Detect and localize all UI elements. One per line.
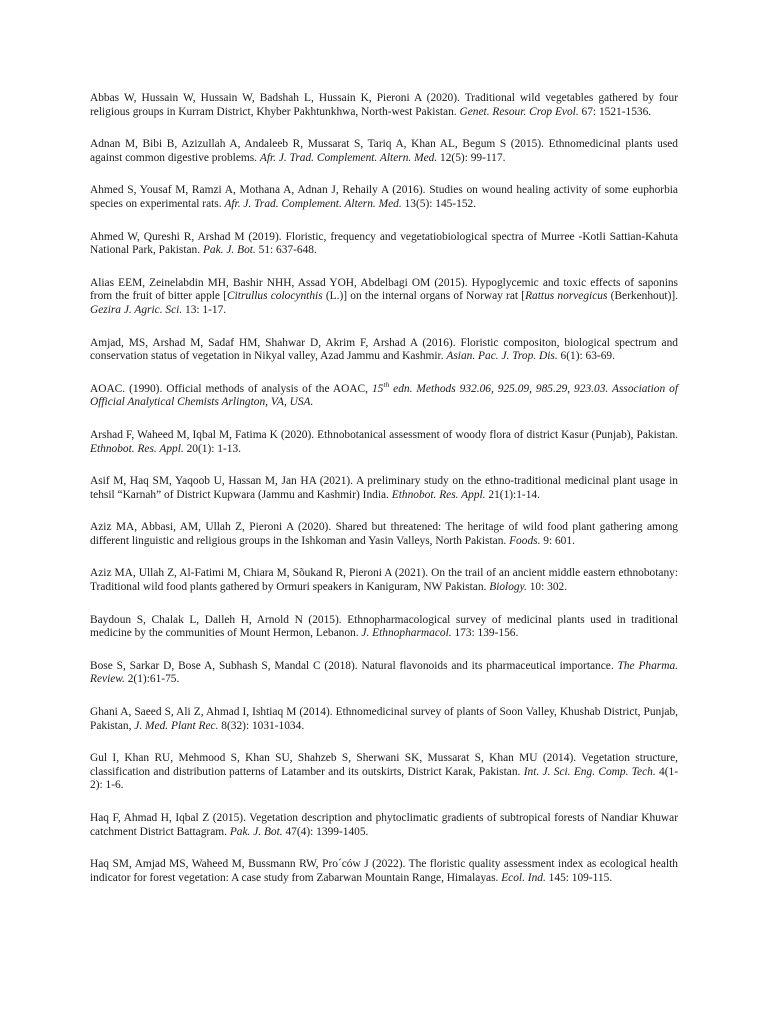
reference-text: 8(32): 1031-1034. [218,719,305,732]
reference-text: 51: 637-648. [255,244,317,257]
reference-entry [90,184,678,211]
reference-italic-text: Ecol. Ind. [501,871,546,884]
reference-text: Bose S, Sarkar D, Bose A, Subhash S, Mandal C (2018). Natural flavonoids and its pharmaceutical importance. [90,659,618,672]
reference-entry [90,429,678,456]
reference-entry [90,475,678,502]
reference-italic-text: Citrullus colocynthis [227,290,323,303]
reference-italic-text: Biology. [489,581,527,594]
reference-list [90,92,678,904]
reference-text: 6(1): 63-69. [557,350,615,363]
reference-italic-text: Rattus norvegicus [525,290,608,303]
reference-text: Aziz MA, Ullah Z, Al-Fatimi M, Chiara M, Sõukand R, Pieroni A (2021). On the trail of an ancient middle eastern ethnobotany: Traditional wild food plants gathered by Ormuri speakers in Kaniguram, NW Pakistan. [90,567,678,594]
reference-text: Haq F, Ahmad H, Iqbal Z (2015). Vegetation description and phytoclimatic gradients of subtropical forests of Nandiar Khuwar catchment District Battagram. [90,812,678,838]
reference-entry [90,752,678,793]
reference-entry [90,379,678,410]
reference-italic-text: J. Med. Plant Rec. [134,719,219,732]
reference-superscript: th [383,379,390,389]
reference-entry [90,92,678,119]
reference-text: Adnan M, Bibi B, Azizullah A, Andaleeb R, Mussarat S, Tariq A, Khan AL, Begum S (2015). Ethnomedicinal plants used against common digestive problems. [90,138,678,164]
reference-entry [90,660,678,687]
reference-text: 2(1):61-75. [124,673,180,686]
reference-text: Asif M, Haq SM, Yaqoob U, Hassan M, Jan HA (2021). A preliminary study on the ethno-traditional medicinal plant usage in tehsil “Karnah” of District Kupwara (Jammu and Kashmir) India. [90,475,678,501]
reference-text: 4(1-2): 1-6. [90,765,679,792]
reference-text: Ahmed W, Qureshi R, Arshad M (2019). Floristic, frequency and vegetatiobiological spectra of Murree -Kotli Sattian-Kahuta National Park, Pakistan. [90,230,678,257]
reference-italic-text: Gezira J. Agric. Sci. [90,303,183,316]
reference-text: 173: 139-156. [451,627,519,640]
reference-italic-text: Ethnobot. Res. Appl. [90,442,184,455]
reference-italic-text: Int. J. Sci. Eng. Comp. Tech. [523,765,656,778]
reference-italic-text: 15 [371,382,384,395]
reference-text: 12(5): 99-117. [437,151,506,164]
reference-text: Haq SM, Amjad MS, Waheed M, Bussmann RW, Pro´ców J (2022). The floristic quality assessment index as ecological health indicator for forest vegetation: A case study from Zabarwan Mountain Range, Himalayas. [90,858,678,884]
reference-text: 20(1): 1-13. [183,442,242,455]
reference-entry [90,337,678,364]
reference-text: 21(1):1-14. [485,488,540,501]
reference-text: Abbas W, Hussain W, Hussain W, Badshah L, Hussain K, Pieroni A (2020). Traditional wild vegetables gathered by four religious groups in Kurram District, Khyber Pakhtunkhwa, North-west Pakistan. [90,92,678,118]
reference-text: 13: 1-17. [182,303,227,316]
reference-text: 145: 109-115. [545,871,613,884]
reference-text: 13(5): 145-152. [401,197,477,210]
reference-italic-text: J. Ethnopharmacol. [361,627,452,640]
reference-text: 67: 1521-1536. [578,105,652,118]
reference-italic-text: Genet. Resour. Crop Evol. [459,105,579,118]
reference-text: Alias EEM, Zeinelabdin MH, Bashir NHH, Assad YOH, Abdelbagi OM (2015). Hypoglycemic and toxic effects of saponins from the fruit of bitter apple [ [90,276,678,303]
reference-entry [90,521,678,548]
reference-entry [90,231,678,258]
reference-entry [90,858,678,885]
reference-entry [90,812,678,839]
reference-text: 10: 302. [526,581,568,594]
reference-text: Arshad F, Waheed M, Iqbal M, Fatima K (2020). Ethnobotanical assessment of woody flora of district Kasur (Punjab), Pakistan. [90,428,678,441]
reference-italic-text: edn. Methods 932.06, 925.09, 985.29, 923.03. Association of Official Analytical Chemists Arlington, VA, USA. [90,382,678,409]
reference-text: AOAC. (1990). Official methods of analysis of the AOAC, [90,382,372,395]
reference-text: 9: 601. [540,534,575,547]
reference-italic-text: The Pharma. Review. [90,659,678,686]
reference-entry [90,277,678,318]
reference-entry [90,614,678,641]
reference-text: (L.)] on the internal organs of Norway rat [ [322,290,526,303]
reference-italic-text: Ethnobot. Res. Appl. [391,488,486,501]
reference-italic-text: Asian. Pac. J. Trop. Dis. [446,350,558,363]
reference-entry [90,138,678,165]
reference-text: Aziz MA, Abbasi, AM, Ullah Z, Pieroni A (2020). Shared but threatened: The heritage of wild food plant gathering among different linguistic and religious groups in the Ishkoman and Yasin Valleys, North Pakistan. [90,521,678,547]
reference-italic-text: Pak. J. Bot. [202,244,256,257]
reference-italic-text: Pak. J. Bot. [229,825,283,838]
reference-italic-text: Foods. [509,534,541,547]
reference-text: Ghani A, Saeed S, Ali Z, Ahmad I, Ishtiaq M (2014). Ethnomedicinal survey of plants of Soon Valley, Khushab District, Punjab, Pakistan, [90,706,678,732]
reference-text: Gul I, Khan RU, Mehmood S, Khan SU, Shahzeb S, Sherwani SK, Mussarat S, Khan MU (2014). Vegetation structure, classification and distribution patterns of Latamber and its outskirts, District Karak, Pakistan. [90,752,678,778]
reference-entry [90,567,678,594]
reference-italic-text: Afr. J. Trad. Complement. Altern. Med. [259,151,438,164]
reference-entry [90,706,678,733]
reference-text: Baydoun S, Chalak L, Dalleh H, Arnold N (2015). Ethnopharmacological survey of medicinal plants used in traditional medicine by the communities of Mount Hermon, Lebanon. [90,613,678,640]
reference-text: (Berkenhout)]. [607,290,679,303]
reference-italic-text: Afr. J. Trad. Complement. Altern. Med. [224,197,402,210]
reference-text: 47(4): 1399-1405. [282,825,369,838]
reference-text: Ahmed S, Yousaf M, Ramzi A, Mothana A, Adnan J, Rehaily A (2016). Studies on wound healing activity of some euphorbia species on experimental rats. [90,184,678,210]
reference-text: Amjad, MS, Arshad M, Sadaf HM, Shahwar D, Akrim F, Arshad A (2016). Floristic compositon, biological spectrum and conservation status of vegetation in Nikyal valley, Azad Jammu and Kashmir. [90,336,678,363]
